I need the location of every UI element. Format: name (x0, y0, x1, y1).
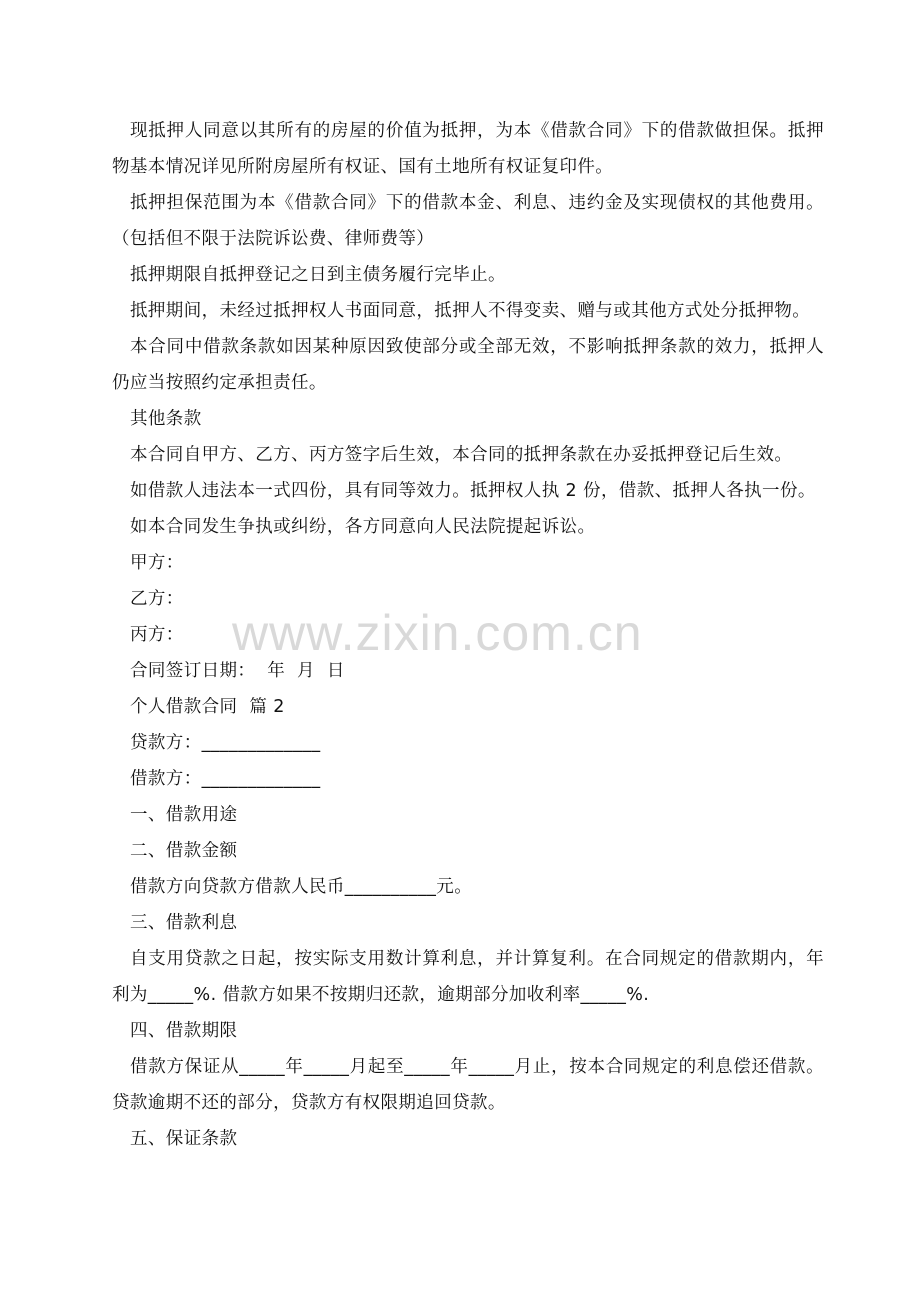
lender-field: 贷款方：_____________ (130, 733, 321, 753)
paragraph-dispute: 如本合同发生争执或纠纷，各方同意向人民法院提起诉讼。 (130, 517, 596, 537)
paragraph-guarantee-scope: 抵押担保范围为本《借款合同》下的借款本金、利息、违约金及实现债权的其他费用。（包括但不限于法院诉讼费、律师费等） (112, 193, 824, 249)
paragraph-invalidity: 本合同中借款条款如因某种原因致使部分或全部无效，不影响抵押条款的效力，抵押人仍应当按照约定承担责任。 (112, 337, 824, 393)
section-loan-purpose: 一、借款用途 (130, 805, 238, 825)
paragraph-mortgage-term: 抵押期限自抵押登记之日到主债务履行完毕止。 (130, 265, 506, 285)
section-loan-interest: 三、借款利息 (130, 913, 238, 933)
party-b-label: 乙方： (130, 589, 184, 609)
paragraph-interest-terms: 自支用贷款之日起，按实际支用数计算利息，并计算复利。在合同规定的借款期内，年利为_____%. 借款方如果不按期归还款，逾期部分加收利率_____%. (112, 949, 824, 1005)
signing-date-line: 合同签订日期： 年 月 日 (130, 661, 345, 681)
borrower-field: 借款方：_____________ (130, 769, 321, 789)
heading-other-terms: 其他条款 (130, 409, 202, 429)
paragraph-loan-amount: 借款方向贷款方借款人民币__________元。 (130, 877, 473, 897)
paragraph-copies: 如借款人违法本一式四份，具有同等效力。抵押权人执 2 份，借款、抵押人各执一份。 (130, 481, 816, 501)
paragraph-effective: 本合同自甲方、乙方、丙方签字后生效，本合同的抵押条款在办妥抵押登记后生效。 (130, 445, 793, 465)
section-loan-term: 四、借款期限 (130, 1021, 238, 1041)
section-loan-amount: 二、借款金额 (130, 841, 238, 861)
contract-title-part2: 个人借款合同 篇 2 (130, 697, 285, 717)
paragraph-repayment: 借款方保证从_____年_____月起至_____年_____月止，按本合同规定的利息偿还借款。贷款逾期不还的部分，贷款方有权限期追回贷款。 (112, 1057, 824, 1113)
paragraph-mortgage-period: 抵押期间，未经过抵押权人书面同意，抵押人不得变卖、赠与或其他方式处分抵押物。 (130, 301, 811, 321)
document-body (112, 113, 824, 1157)
party-c-label: 丙方： (130, 625, 184, 645)
watermark: www.zixin.com.cn (232, 605, 643, 661)
party-a-label: 甲方： (130, 553, 184, 573)
paragraph-mortgage-value: 现抵押人同意以其所有的房屋的价值为抵押，为本《借款合同》下的借款做担保。抵押物基本情况详见所附房屋所有权证、国有土地所有权证复印件。 (112, 121, 824, 177)
section-guarantee-terms: 五、保证条款 (130, 1129, 238, 1149)
